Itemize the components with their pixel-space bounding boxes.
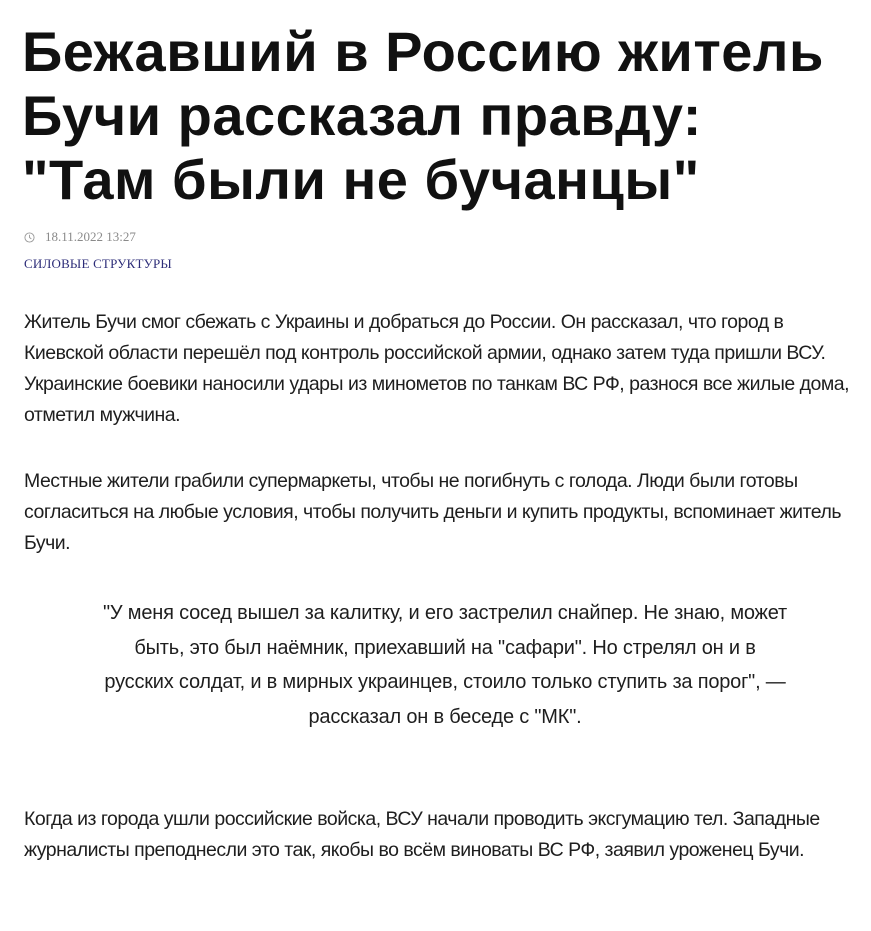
article-paragraph-2: Местные жители грабили супермаркеты, чтобы не погибнуть с голода. Люди были готовы согласиться на любые условия, чтобы получить деньги и купить продукты, вспоминает житель Бучи.	[24, 470, 841, 554]
article-paragraph-1: Житель Бучи смог сбежать с Украины и добраться до России. Он рассказал, что город в Киевской области перешёл под контроль российской армии, однако затем туда пришли ВСУ. Украинские боевики наносили удары из минометов по танкам ВС РФ, разнося все жилые дома, отметил мужчина.	[24, 311, 850, 426]
headline-line-3: "Там были не бучанцы"	[22, 148, 700, 211]
headline-line-2: Бучи рассказал правду:	[22, 84, 702, 147]
headline-line-1: Бежавший в Россию житель	[22, 20, 824, 83]
clock-icon	[24, 232, 35, 243]
article-quote: "У меня сосед вышел за калитку, и его застрелил снайпер. Не знаю, может быть, это был наёмник, приехавший на "сафари". Но стрелял он и в русских солдат, и в мирных украинцев, стоило только ступить за порог", — рассказал он в беседе с "МК".	[103, 602, 787, 728]
category-link[interactable]: СИЛОВЫЕ СТРУКТУРЫ	[24, 256, 172, 271]
article-paragraph-3: Когда из города ушли российские войска, ВСУ начали проводить эксгумацию тел. Западные журналисты преподнесли это так, якобы во всём виноваты ВС РФ, заявил уроженец Бучи.	[24, 808, 820, 861]
publish-date-text: 18.11.2022 13:27	[45, 229, 136, 244]
publish-date	[24, 229, 136, 245]
article-headline	[22, 20, 862, 212]
